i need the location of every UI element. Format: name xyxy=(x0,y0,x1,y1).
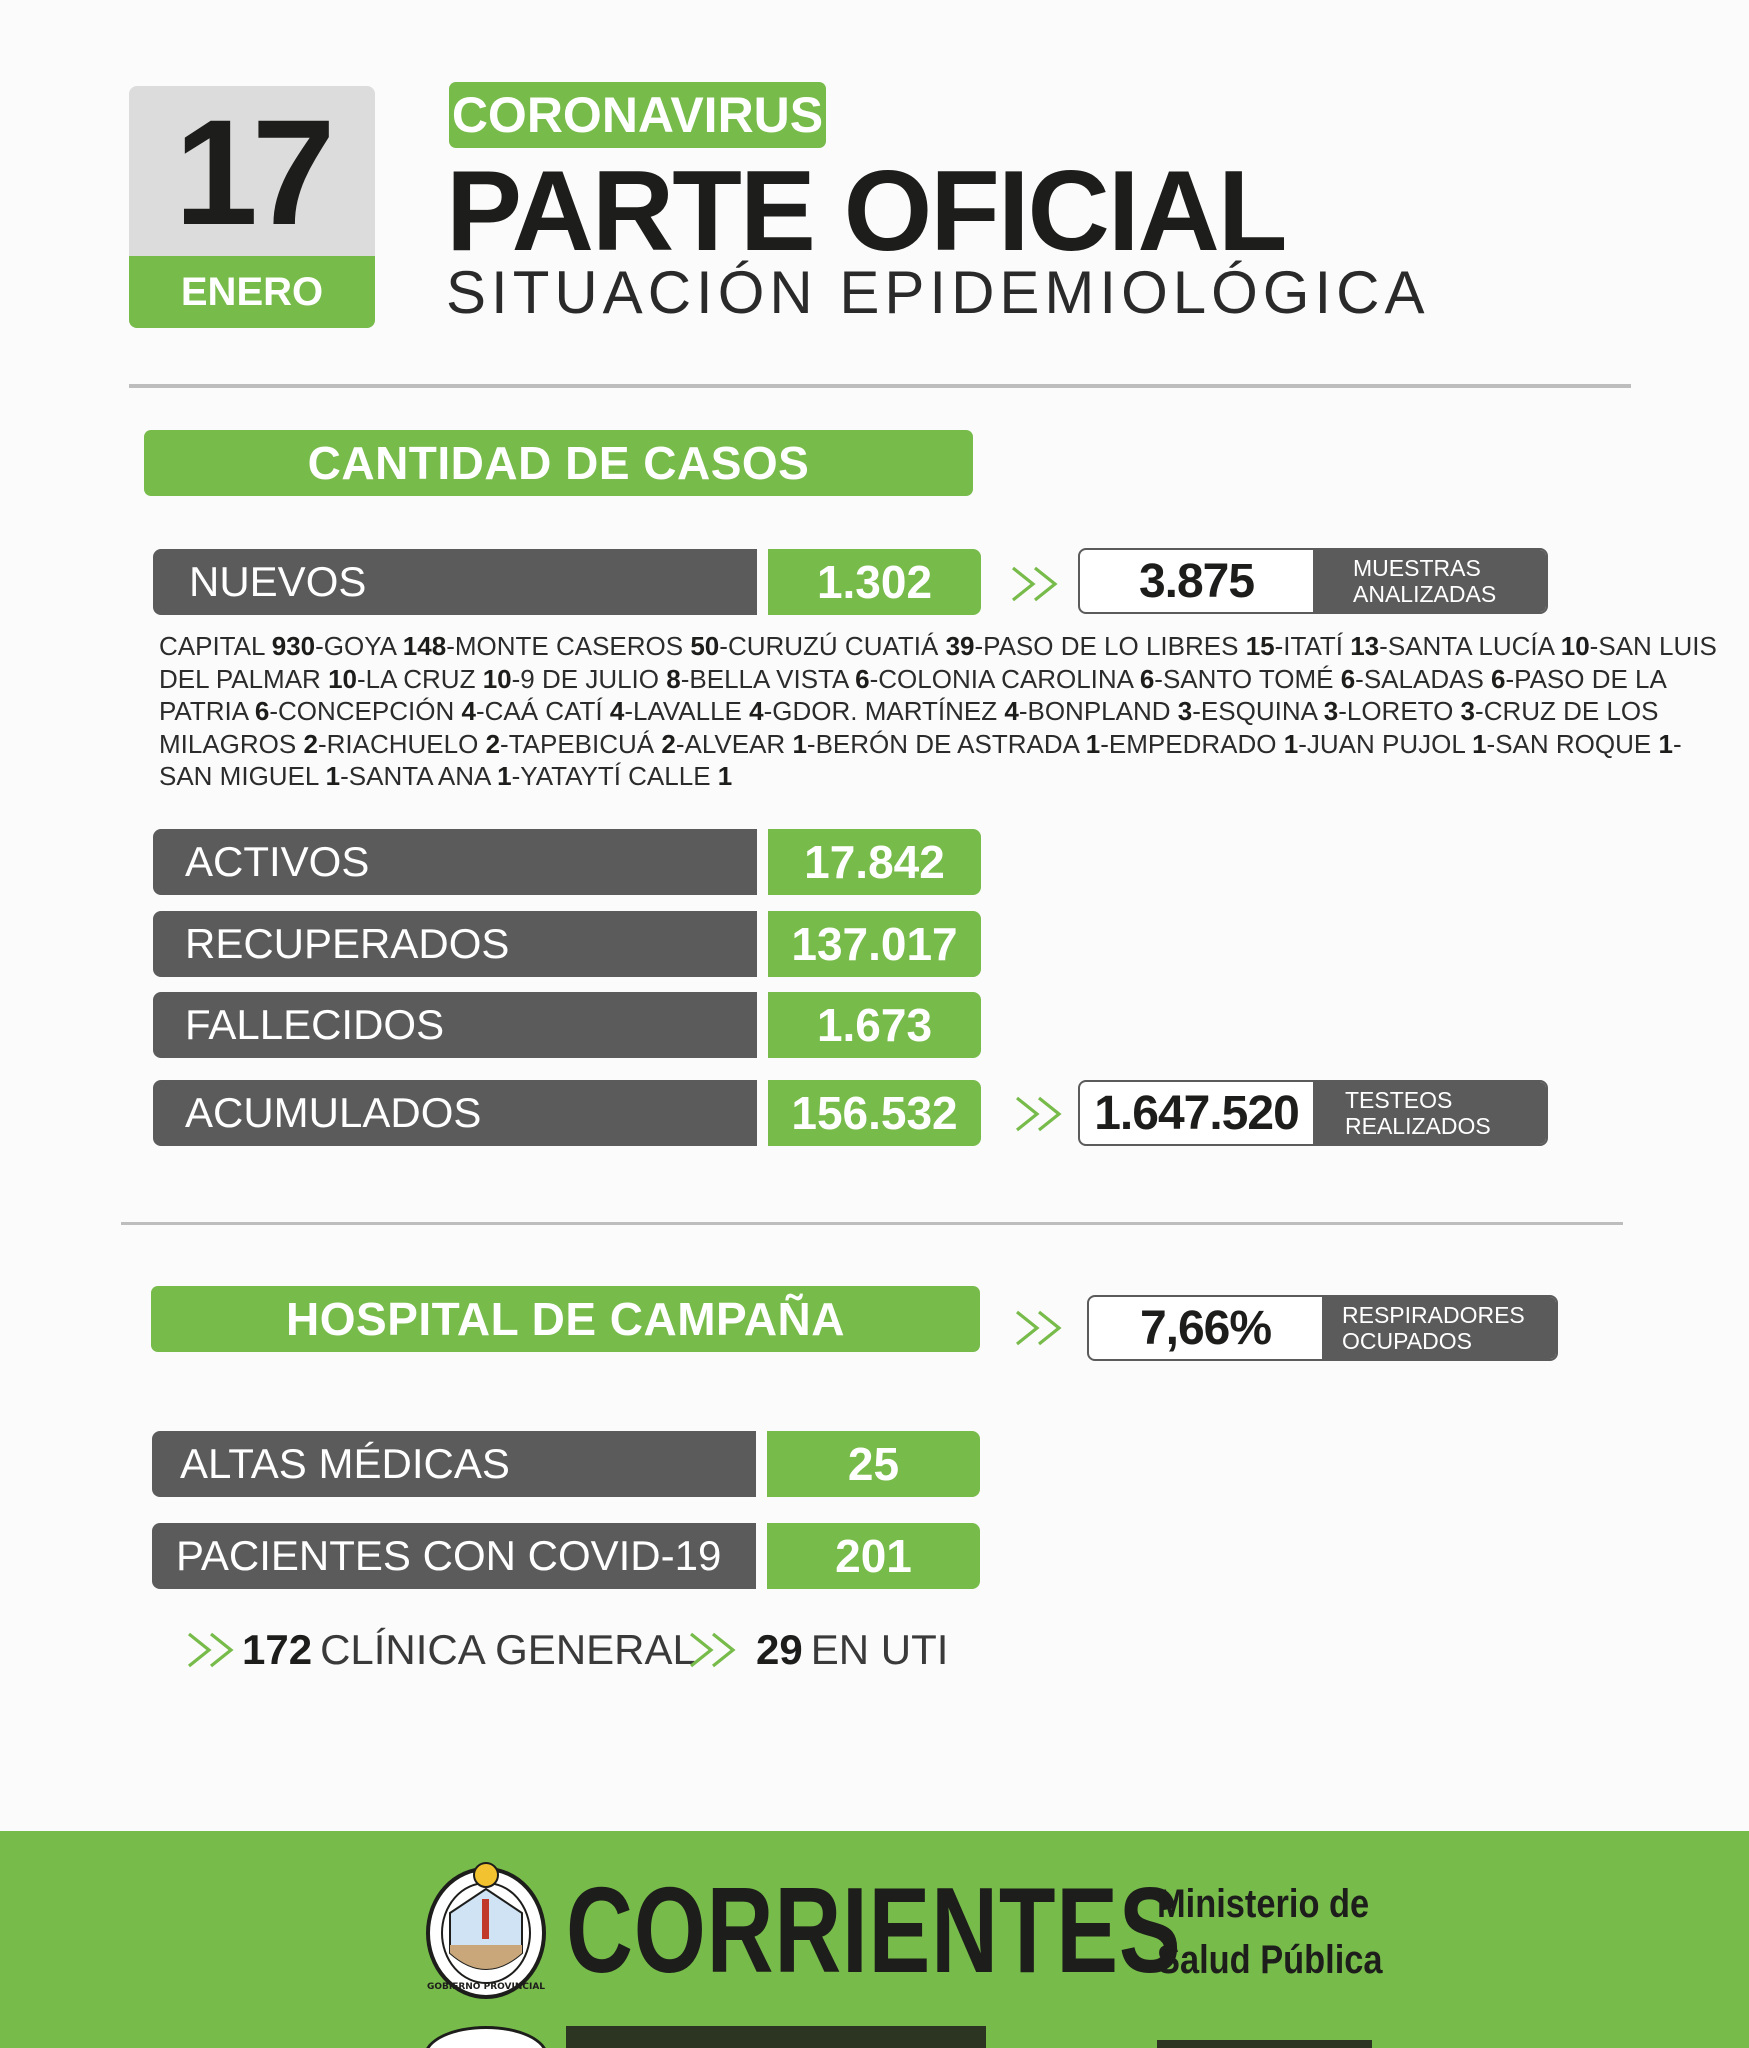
locality-item xyxy=(983,631,1274,661)
fallecidos-value: 1.673 xyxy=(768,992,981,1058)
locality-name: BELLA VISTA xyxy=(689,663,848,694)
nuevos-label: NUEVOS xyxy=(153,549,757,615)
chevron-right-icon xyxy=(1008,564,1060,604)
locality-count: 6 xyxy=(1139,663,1155,694)
header-divider xyxy=(129,384,1631,388)
locality-name: COLONIA CAROLINA xyxy=(878,663,1133,694)
locality-name: PASO DE LO LIBRES xyxy=(983,631,1239,661)
locality-item xyxy=(455,631,719,661)
muestras-label-line2: ANALIZADAS xyxy=(1353,581,1497,607)
locality-item xyxy=(485,696,625,726)
locality-count: 1 xyxy=(717,761,733,791)
testeos-value: 1.647.520 xyxy=(1094,1086,1299,1140)
uti-label: EN UTI xyxy=(810,1626,949,1673)
locality-name: CAPITAL xyxy=(159,631,265,661)
nuevos-value: 1.302 xyxy=(768,549,981,615)
locality-item xyxy=(1388,631,1590,661)
locality-name: CURUZÚ CUATIÁ xyxy=(727,631,939,661)
locality-name: GOYA xyxy=(323,631,396,661)
locality-item xyxy=(324,631,446,661)
pacientes-label: PACIENTES CON COVID-19 xyxy=(152,1523,756,1589)
locality-count: 4 xyxy=(749,696,764,726)
locality-item xyxy=(520,664,680,694)
date-month: ENERO xyxy=(129,256,375,328)
locality-name: SANTA LUCÍA xyxy=(1387,631,1554,661)
locality-item xyxy=(1364,664,1506,694)
respiradores-box xyxy=(1087,1295,1558,1361)
recuperados-label: RECUPERADOS xyxy=(153,911,757,977)
recuperados-value: 137.017 xyxy=(768,911,981,977)
locality-item xyxy=(520,761,732,791)
altas-label: ALTAS MÉDICAS xyxy=(152,1431,756,1497)
locality-name: RIACHUELO xyxy=(326,728,479,759)
ministry-line2: Salud Pública xyxy=(1157,1938,1383,1982)
date-day: 17 xyxy=(174,87,330,256)
locality-item xyxy=(159,631,315,661)
altas-value: 25 xyxy=(767,1431,980,1497)
locality-count: 3 xyxy=(1177,696,1193,726)
section-divider xyxy=(121,1222,1623,1225)
respiradores-label-line2: OCUPADOS xyxy=(1342,1328,1472,1354)
locality-count: 1 xyxy=(1085,728,1101,759)
page-title: PARTE OFICIAL xyxy=(446,148,1286,275)
locality-item xyxy=(327,729,500,759)
locality-count: 3 xyxy=(1460,696,1476,726)
acumulados-value: 156.532 xyxy=(768,1080,981,1146)
locality-name: CAÁ CATÍ xyxy=(484,696,603,726)
testeos-label-line2: REALIZADOS xyxy=(1345,1113,1491,1139)
locality-item xyxy=(1201,696,1338,726)
locality-item xyxy=(685,729,807,759)
muestras-value: 3.875 xyxy=(1138,554,1255,608)
locality-name: MONTE CASEROS xyxy=(454,631,684,661)
locality-count: 4 xyxy=(609,696,625,726)
locality-count: 2 xyxy=(661,728,676,759)
locality-count: 1 xyxy=(325,761,341,791)
seal-text: GOBIERNO PROVINCIAL xyxy=(426,1982,546,1992)
locality-item xyxy=(1307,729,1487,759)
locality-name: SAN MIGUEL xyxy=(159,761,319,791)
chevron-right-icon xyxy=(184,1630,236,1670)
locality-item xyxy=(1283,631,1379,661)
clinica-note xyxy=(184,1626,696,1674)
locality-count: 10 xyxy=(328,663,357,694)
uti-value: 29 xyxy=(756,1626,803,1673)
locality-count: 13 xyxy=(1350,631,1380,661)
ministry-name xyxy=(1157,1876,1383,1988)
muestras-label-line1: MUESTRAS xyxy=(1353,555,1481,581)
locality-item xyxy=(349,761,512,791)
locality-item xyxy=(159,761,340,791)
fallecidos-label: FALLECIDOS xyxy=(153,992,757,1058)
locality-item xyxy=(689,664,869,694)
locality-name: TAPEBICUÁ xyxy=(508,728,655,759)
locality-name: YATAYTÍ CALLE xyxy=(520,761,711,791)
respiradores-value: 7,66% xyxy=(1139,1301,1272,1355)
locality-name: LAVALLE xyxy=(632,696,742,726)
locality-name: SANTA ANA xyxy=(348,761,490,791)
locality-count: 1 xyxy=(1472,728,1487,759)
locality-item xyxy=(878,664,1154,694)
province-seal-icon xyxy=(424,1853,548,2003)
locality-item xyxy=(1347,696,1475,726)
activos-value: 17.842 xyxy=(768,829,981,895)
locality-count: 10 xyxy=(482,663,512,694)
brand-wordmark: CORRIENTES xyxy=(566,1862,1182,1998)
clinica-value: 172 xyxy=(242,1626,313,1673)
locality-name: ALVEAR xyxy=(684,728,786,759)
coronavirus-tag: CORONAVIRUS xyxy=(449,82,826,148)
locality-count: 15 xyxy=(1245,631,1275,661)
locality-count: 6 xyxy=(1340,663,1356,694)
locality-count: 6 xyxy=(254,696,270,726)
locality-name: JUAN PUJOL xyxy=(1306,728,1465,759)
locality-name: EMPEDRADO xyxy=(1108,728,1277,759)
locality-item xyxy=(816,729,1101,759)
chevron-right-icon xyxy=(1012,1094,1064,1134)
locality-name: LORETO xyxy=(1346,696,1454,726)
localities-list: CAPITAL 930-GOYA 148-MONTE CASEROS 50-CURUZÚ CUATIÁ 39-PASO DE LO LIBRES 15-ITATÍ 13-SANTA LUCÍA 10-SAN LUIS DEL PALMAR 10-LA CRUZ 10-9 DE JULIO 8-BELLA VISTA 6-COLONIA CAROLINA 6-SANTO TOMÉ 6-SALADAS 6-PASO DE LA PATRIA 6-CONCEPCIÓN 4-CAÁ CATÍ 4-LAVALLE 4-GDOR. MARTÍNEZ 4-BONPLAND 3-ESQUINA 3-LORETO 3-CRUZ DE LOS MILAGROS 2-RIACHUELO 2-TAPEBICUÁ 2-ALVEAR 1-BERÓN DE ASTRADA 1-EMPEDRADO 1-JUAN PUJOL 1-SAN ROQUE 1-SAN MIGUEL 1-SANTA ANA 1-YATAYTÍ CALLE 1 xyxy=(159,631,1717,791)
chevron-right-icon xyxy=(1012,1308,1064,1348)
clinica-label: CLÍNICA GENERAL xyxy=(320,1626,696,1673)
locality-count: 8 xyxy=(666,663,681,694)
locality-count: 1 xyxy=(1283,728,1299,759)
uti-note xyxy=(686,1626,948,1674)
locality-name: ITATÍ xyxy=(1283,631,1343,661)
locality-item xyxy=(1027,696,1192,726)
locality-count: 4 xyxy=(461,696,476,726)
respiradores-label-line1: RESPIRADORES xyxy=(1342,1302,1525,1328)
locality-name: SAN ROQUE xyxy=(1495,728,1652,759)
date-badge xyxy=(129,86,375,328)
locality-count: 930 xyxy=(271,631,316,661)
respiradores-label xyxy=(1322,1297,1556,1359)
locality-count: 1 xyxy=(497,761,512,791)
testeos-label-line1: TESTEOS xyxy=(1345,1087,1453,1113)
muestras-box xyxy=(1078,548,1548,614)
locality-count: 2 xyxy=(303,728,318,759)
locality-name: GDOR. MARTÍNEZ xyxy=(772,696,998,726)
locality-count: 50 xyxy=(690,631,720,661)
testeos-box xyxy=(1078,1080,1548,1146)
activos-label: ACTIVOS xyxy=(153,829,757,895)
locality-item xyxy=(278,696,476,726)
locality-item xyxy=(633,696,764,726)
page-subtitle: SITUACIÓN EPIDEMIOLÓGICA xyxy=(446,259,1430,326)
locality-count: 1 xyxy=(1658,728,1673,759)
locality-count: 1 xyxy=(792,728,807,759)
chevron-right-icon xyxy=(686,1630,738,1670)
locality-item xyxy=(772,696,1019,726)
locality-name: BERÓN DE ASTRADA xyxy=(815,728,1079,759)
footer-ghost xyxy=(424,2026,1384,2048)
locality-item xyxy=(1495,729,1673,759)
locality-name: CRUZ DE LOS MILAGROS xyxy=(159,696,1659,759)
cases-heading: CANTIDAD DE CASOS xyxy=(144,430,973,496)
muestras-label xyxy=(1313,550,1546,612)
pacientes-value: 201 xyxy=(767,1523,980,1589)
locality-item xyxy=(1109,729,1298,759)
testeos-label xyxy=(1313,1082,1546,1144)
locality-item xyxy=(366,664,512,694)
locality-name: BONPLAND xyxy=(1027,696,1171,726)
locality-count: 39 xyxy=(945,631,975,661)
locality-name: 9 DE JULIO xyxy=(520,663,660,694)
hospital-heading: HOSPITAL DE CAMPAÑA xyxy=(151,1286,980,1352)
locality-item xyxy=(728,631,975,661)
acumulados-label: ACUMULADOS xyxy=(153,1080,757,1146)
locality-count: 6 xyxy=(1491,663,1506,694)
locality-item xyxy=(1163,664,1355,694)
locality-name: CONCEPCIÓN xyxy=(278,696,455,726)
locality-count: 148 xyxy=(402,631,447,661)
locality-count: 10 xyxy=(1560,631,1590,661)
locality-name: PASO DE LA PATRIA xyxy=(159,663,1666,726)
locality-name: SANTO TOMÉ xyxy=(1162,663,1334,694)
locality-count: 3 xyxy=(1323,696,1339,726)
locality-name: SALADAS xyxy=(1363,663,1484,694)
locality-count: 4 xyxy=(1004,696,1019,726)
locality-item xyxy=(509,729,676,759)
locality-name: SAN LUIS DEL PALMAR xyxy=(159,631,1717,694)
locality-name: ESQUINA xyxy=(1200,696,1317,726)
ministry-line1: Ministerio de xyxy=(1157,1882,1370,1926)
locality-count: 6 xyxy=(855,663,870,694)
locality-count: 2 xyxy=(485,728,501,759)
locality-name: LA CRUZ xyxy=(365,663,476,694)
